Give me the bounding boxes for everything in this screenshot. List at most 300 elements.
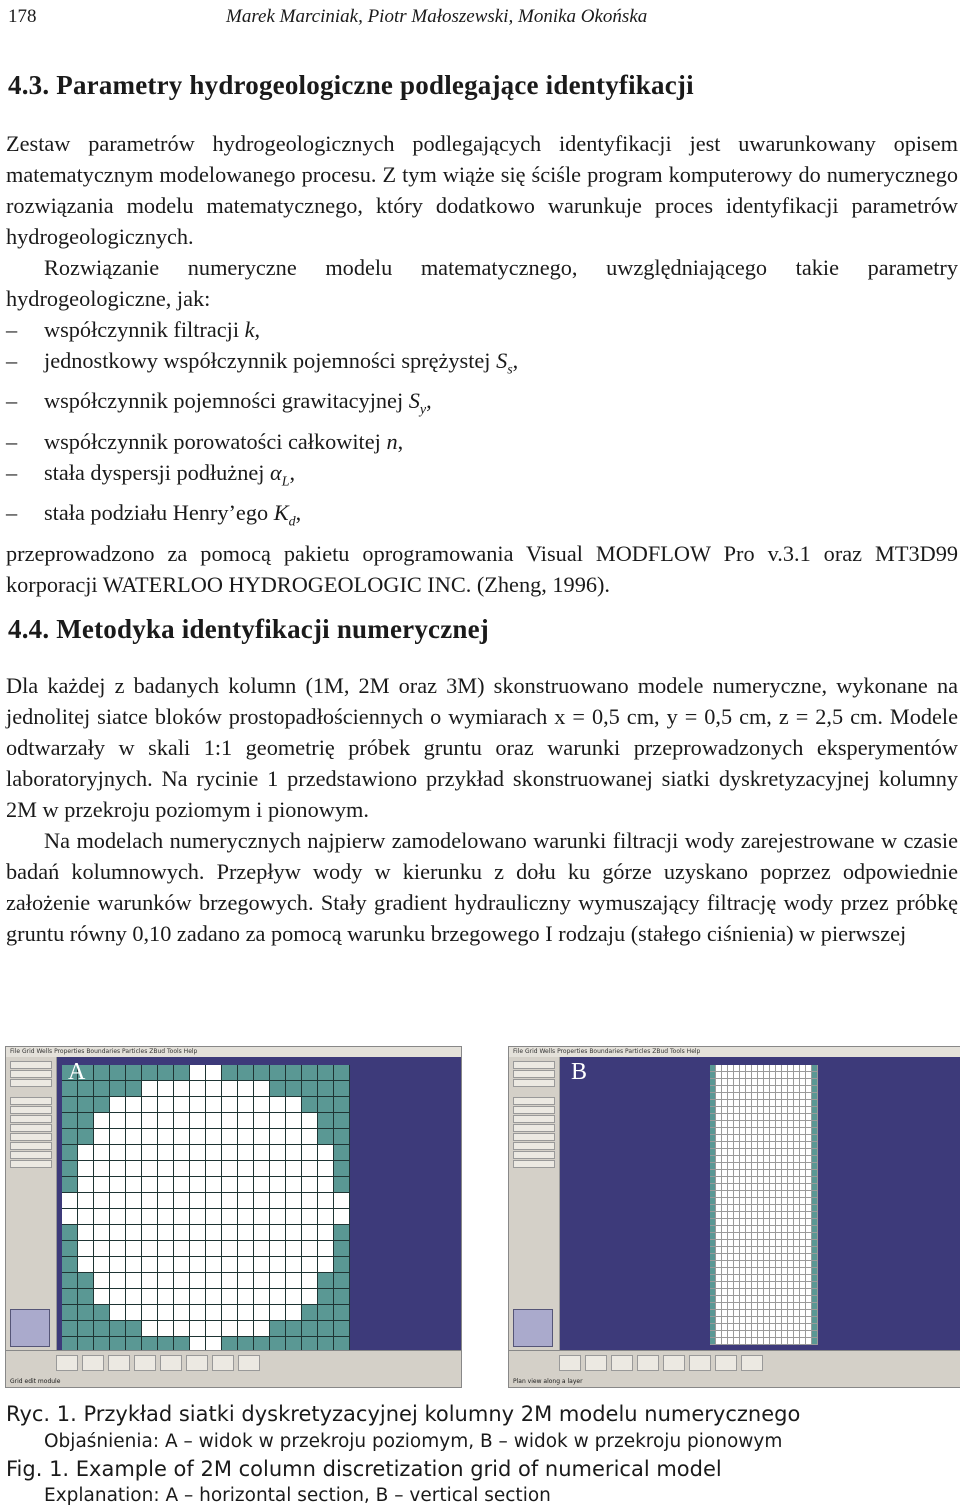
grid-cell xyxy=(62,1225,78,1241)
grid-cell xyxy=(126,1225,142,1241)
grid-cell xyxy=(812,1219,818,1226)
page-number: 178 xyxy=(8,6,37,27)
grid-cell xyxy=(110,1321,126,1337)
grid-cell xyxy=(222,1113,238,1129)
grid-cell xyxy=(94,1209,110,1225)
grid-cell xyxy=(254,1321,270,1337)
grid-cell xyxy=(158,1257,174,1273)
grid-cell xyxy=(174,1225,190,1241)
grid-cell xyxy=(78,1129,94,1145)
grid-cell xyxy=(238,1193,254,1209)
grid-cell xyxy=(238,1161,254,1177)
side-button xyxy=(513,1070,555,1078)
grid-cell xyxy=(318,1065,334,1081)
grid-cell xyxy=(238,1065,254,1081)
grid-cell xyxy=(238,1097,254,1113)
grid-cell xyxy=(302,1273,318,1289)
grid-cell xyxy=(142,1305,158,1321)
grid-cell xyxy=(78,1257,94,1273)
caption-en: Fig. 1. Example of 2M column discretization grid of numerical model xyxy=(6,1457,722,1481)
grid-cell xyxy=(158,1113,174,1129)
grid-cell xyxy=(318,1129,334,1145)
grid-cell xyxy=(812,1247,818,1254)
side-button xyxy=(10,1079,52,1087)
grid-cell xyxy=(110,1113,126,1129)
grid-cell xyxy=(286,1273,302,1289)
grid-cell xyxy=(812,1163,818,1170)
grid-cell xyxy=(206,1177,222,1193)
grid-cell xyxy=(302,1081,318,1097)
grid-cell xyxy=(270,1193,286,1209)
caption-pl-explanation: Objaśnienia: A – widok w przekroju poziomym, B – widok w przekroju pionowym xyxy=(44,1431,783,1452)
toolbar-button xyxy=(186,1355,208,1371)
grid-cell xyxy=(126,1193,142,1209)
grid-cell xyxy=(110,1177,126,1193)
caption-en-explanation: Explanation: A – horizontal section, B – vertical section xyxy=(44,1485,551,1506)
grid-cell xyxy=(174,1321,190,1337)
grid-cell xyxy=(222,1081,238,1097)
grid-plot-area xyxy=(560,1057,960,1351)
grid-cell xyxy=(812,1338,818,1345)
side-button xyxy=(10,1061,52,1069)
grid-cell xyxy=(190,1225,206,1241)
grid-cell xyxy=(126,1321,142,1337)
grid-cell xyxy=(812,1086,818,1093)
grid-cell xyxy=(94,1113,110,1129)
grid-cell xyxy=(206,1209,222,1225)
parameter-list-item: – jednostkowy współczynnik pojemności sprężystej $S_s$, xyxy=(6,345,958,385)
grid-cell xyxy=(302,1113,318,1129)
grid-cell xyxy=(334,1273,350,1289)
authors: Marek Marciniak, Piotr Małoszewski, Monika Okońska xyxy=(226,6,648,27)
grid-cell xyxy=(812,1142,818,1149)
side-button xyxy=(513,1142,555,1150)
grid-cell xyxy=(174,1273,190,1289)
parameter-list xyxy=(6,314,958,538)
grid-cell xyxy=(254,1225,270,1241)
grid-cell xyxy=(62,1161,78,1177)
grid-cell xyxy=(110,1145,126,1161)
grid-cell xyxy=(158,1065,174,1081)
discretization-grid-vertical xyxy=(710,1065,818,1345)
grid-cell xyxy=(94,1065,110,1081)
panel-label-b: B xyxy=(571,1059,588,1085)
grid-cell xyxy=(302,1321,318,1337)
grid-cell xyxy=(254,1129,270,1145)
grid-cell xyxy=(94,1241,110,1257)
grid-cell xyxy=(238,1209,254,1225)
panel-label-a: A xyxy=(68,1059,86,1085)
grid-cell xyxy=(94,1145,110,1161)
grid-cell xyxy=(110,1273,126,1289)
toolbar-button xyxy=(689,1355,711,1371)
grid-cell xyxy=(812,1121,818,1128)
grid-cell xyxy=(812,1296,818,1303)
grid-cell xyxy=(238,1145,254,1161)
grid-cell xyxy=(812,1191,818,1198)
grid-cell xyxy=(190,1145,206,1161)
grid-cell xyxy=(190,1209,206,1225)
grid-cell xyxy=(142,1273,158,1289)
grid-cell xyxy=(174,1241,190,1257)
paragraph: Dla każdej z badanych kolumn (1M, 2M oraz 3M) skonstruowano modele numeryczne, wykonane na jednolitej siatce bloków prostopadłościennych o wymiarach x = 0,5 cm, y = 0,5 cm, z = 2,5 cm. Modele odtwarzały w skali 1:1 geometrię próbek gruntu oraz warunki przeprowadzonych eksperymentów laboratoryjnych. Na rycinie 1 przedstawiono przykład skonstruowanej siatki dyskretyzacyjnej kolumny 2M w przekroju poziomym i pionowym. xyxy=(6,673,958,822)
side-panel xyxy=(509,1057,560,1367)
grid-cell xyxy=(142,1193,158,1209)
grid-cell xyxy=(190,1241,206,1257)
grid-cell xyxy=(94,1225,110,1241)
grid-cell xyxy=(254,1305,270,1321)
grid-cell xyxy=(110,1257,126,1273)
discretization-grid-horizontal xyxy=(62,1065,350,1353)
grid-cell xyxy=(238,1113,254,1129)
grid-cell xyxy=(190,1321,206,1337)
grid-cell xyxy=(334,1241,350,1257)
grid-cell xyxy=(78,1305,94,1321)
grid-cell xyxy=(254,1289,270,1305)
grid-cell xyxy=(142,1145,158,1161)
grid-cell xyxy=(812,1233,818,1240)
side-button xyxy=(513,1097,555,1105)
section-4-3-body xyxy=(6,128,958,600)
grid-cell xyxy=(334,1225,350,1241)
grid-cell xyxy=(142,1161,158,1177)
grid-cell xyxy=(270,1209,286,1225)
grid-cell xyxy=(302,1225,318,1241)
side-button xyxy=(10,1070,52,1078)
grid-cell xyxy=(190,1161,206,1177)
grid-cell xyxy=(190,1257,206,1273)
side-button xyxy=(513,1079,555,1087)
grid-cell xyxy=(174,1305,190,1321)
grid-cell xyxy=(222,1241,238,1257)
grid-cell xyxy=(110,1241,126,1257)
grid-cell xyxy=(286,1305,302,1321)
grid-cell xyxy=(158,1081,174,1097)
side-button xyxy=(10,1106,52,1114)
grid-cell xyxy=(318,1097,334,1113)
grid-cell xyxy=(126,1177,142,1193)
grid-cell xyxy=(254,1065,270,1081)
grid-cell xyxy=(142,1065,158,1081)
grid-cell xyxy=(158,1097,174,1113)
grid-cell xyxy=(78,1145,94,1161)
toolbar-button xyxy=(82,1355,104,1371)
grid-cell xyxy=(190,1097,206,1113)
grid-cell xyxy=(206,1161,222,1177)
grid-cell xyxy=(286,1129,302,1145)
grid-cell xyxy=(318,1241,334,1257)
grid-cell xyxy=(254,1161,270,1177)
side-button xyxy=(513,1151,555,1159)
grid-cell xyxy=(62,1321,78,1337)
grid-cell xyxy=(94,1321,110,1337)
grid-cell xyxy=(158,1209,174,1225)
grid-cell xyxy=(222,1305,238,1321)
grid-cell xyxy=(254,1193,270,1209)
grid-cell xyxy=(126,1065,142,1081)
grid-cell xyxy=(206,1225,222,1241)
grid-cell xyxy=(174,1161,190,1177)
grid-cell xyxy=(334,1193,350,1209)
toolbar-button xyxy=(585,1355,607,1371)
grid-cell xyxy=(318,1113,334,1129)
grid-cell xyxy=(334,1257,350,1273)
grid-cell xyxy=(126,1289,142,1305)
grid-cell xyxy=(78,1209,94,1225)
grid-cell xyxy=(812,1317,818,1324)
grid-cell xyxy=(812,1100,818,1107)
grid-cell xyxy=(222,1273,238,1289)
grid-cell xyxy=(62,1193,78,1209)
grid-cell xyxy=(222,1129,238,1145)
grid-cell xyxy=(222,1257,238,1273)
grid-cell xyxy=(318,1145,334,1161)
section-4-4-body xyxy=(6,670,958,949)
grid-cell xyxy=(812,1072,818,1079)
side-button xyxy=(10,1133,52,1141)
paragraph: Rozwiązanie numeryczne modelu matematycznego, uwzględniającego takie parametry hydrogeologiczne, jak: xyxy=(6,255,958,311)
grid-cell xyxy=(302,1305,318,1321)
grid-cell xyxy=(254,1097,270,1113)
grid-cell xyxy=(206,1145,222,1161)
grid-cell xyxy=(190,1193,206,1209)
grid-cell xyxy=(286,1065,302,1081)
side-button xyxy=(10,1115,52,1123)
grid-cell xyxy=(158,1273,174,1289)
grid-cell xyxy=(254,1209,270,1225)
grid-cell xyxy=(286,1193,302,1209)
grid-cell xyxy=(110,1209,126,1225)
parameter-list-item: – stała podziału Henry’ego $K_d$, xyxy=(6,497,958,537)
grid-cell xyxy=(812,1107,818,1114)
grid-cell xyxy=(286,1225,302,1241)
side-button xyxy=(513,1115,555,1123)
grid-cell xyxy=(812,1240,818,1247)
grid-cell xyxy=(254,1257,270,1273)
toolbar-button xyxy=(56,1355,78,1371)
grid-cell xyxy=(126,1097,142,1113)
section-heading-4-3: 4.3. Parametry hydrogeologiczne podlegające identyfikacji xyxy=(8,70,694,100)
grid-cell xyxy=(334,1209,350,1225)
figure-panel-b xyxy=(508,1046,960,1388)
grid-cell xyxy=(812,1205,818,1212)
grid-cell xyxy=(110,1161,126,1177)
grid-cell xyxy=(206,1241,222,1257)
grid-cell xyxy=(812,1149,818,1156)
grid-cell xyxy=(812,1254,818,1261)
grid-cell xyxy=(94,1257,110,1273)
figure-panel-a xyxy=(5,1046,462,1388)
menu-bar: File Grid Wells Properties Boundaries Particles ZBud Tools Help xyxy=(6,1047,461,1057)
grid-cell xyxy=(158,1177,174,1193)
grid-cell xyxy=(254,1113,270,1129)
grid-cell xyxy=(270,1225,286,1241)
cube-icon xyxy=(10,1309,50,1347)
caption-pl: Ryc. 1. Przykład siatki dyskretyzacyjnej kolumny 2M modelu numerycznego xyxy=(6,1402,801,1426)
grid-cell xyxy=(142,1113,158,1129)
grid-cell xyxy=(126,1209,142,1225)
grid-cell xyxy=(158,1305,174,1321)
side-button xyxy=(10,1142,52,1150)
grid-cell xyxy=(206,1305,222,1321)
status-bar xyxy=(6,1350,461,1387)
grid-cell xyxy=(174,1289,190,1305)
grid-cell xyxy=(302,1097,318,1113)
grid-cell xyxy=(78,1289,94,1305)
grid-cell xyxy=(174,1129,190,1145)
grid-cell xyxy=(812,1212,818,1219)
side-button xyxy=(10,1151,52,1159)
grid-cell xyxy=(222,1209,238,1225)
grid-cell xyxy=(62,1209,78,1225)
grid-cell xyxy=(286,1145,302,1161)
toolbar-button xyxy=(637,1355,659,1371)
grid-cell xyxy=(318,1305,334,1321)
grid-cell xyxy=(302,1257,318,1273)
grid-cell xyxy=(174,1209,190,1225)
grid-cell xyxy=(206,1081,222,1097)
toolbar-button xyxy=(134,1355,156,1371)
grid-cell xyxy=(238,1273,254,1289)
grid-cell xyxy=(142,1225,158,1241)
section-heading-4-4: 4.4. Metodyka identyfikacji numerycznej xyxy=(8,614,489,644)
grid-cell xyxy=(78,1273,94,1289)
grid-cell xyxy=(334,1177,350,1193)
grid-cell xyxy=(126,1257,142,1273)
grid-cell xyxy=(190,1289,206,1305)
grid-cell xyxy=(206,1321,222,1337)
grid-cell xyxy=(174,1193,190,1209)
grid-cell xyxy=(238,1177,254,1193)
grid-cell xyxy=(110,1305,126,1321)
grid-cell xyxy=(62,1145,78,1161)
grid-cell xyxy=(238,1305,254,1321)
grid-cell xyxy=(62,1305,78,1321)
toolbar-button xyxy=(611,1355,633,1371)
grid-cell xyxy=(318,1177,334,1193)
grid-cell xyxy=(222,1289,238,1305)
grid-cell xyxy=(206,1193,222,1209)
grid-cell xyxy=(302,1145,318,1161)
grid-cell xyxy=(318,1273,334,1289)
grid-cell xyxy=(812,1170,818,1177)
side-button xyxy=(513,1133,555,1141)
grid-cell xyxy=(94,1129,110,1145)
grid-cell xyxy=(812,1135,818,1142)
grid-cell xyxy=(812,1282,818,1289)
grid-cell xyxy=(270,1273,286,1289)
grid-plot-area xyxy=(57,1057,461,1351)
grid-cell xyxy=(190,1065,206,1081)
side-button xyxy=(10,1160,52,1168)
grid-cell xyxy=(334,1305,350,1321)
grid-cell xyxy=(94,1273,110,1289)
grid-cell xyxy=(62,1177,78,1193)
grid-cell xyxy=(812,1275,818,1282)
grid-cell xyxy=(222,1193,238,1209)
grid-cell xyxy=(206,1065,222,1081)
grid-cell xyxy=(222,1161,238,1177)
grid-cell xyxy=(334,1161,350,1177)
grid-cell xyxy=(238,1257,254,1273)
grid-cell xyxy=(286,1321,302,1337)
grid-cell xyxy=(206,1273,222,1289)
toolbar-button xyxy=(559,1355,581,1371)
grid-cell xyxy=(206,1097,222,1113)
side-button xyxy=(513,1106,555,1114)
grid-cell xyxy=(158,1321,174,1337)
grid-cell xyxy=(158,1161,174,1177)
grid-cell xyxy=(302,1289,318,1305)
grid-cell xyxy=(94,1305,110,1321)
grid-cell xyxy=(270,1241,286,1257)
grid-cell xyxy=(78,1113,94,1129)
grid-cell xyxy=(302,1193,318,1209)
grid-cell xyxy=(222,1145,238,1161)
grid-cell xyxy=(94,1289,110,1305)
side-panel xyxy=(6,1057,57,1367)
grid-cell xyxy=(126,1129,142,1145)
grid-cell xyxy=(286,1161,302,1177)
grid-cell xyxy=(78,1193,94,1209)
grid-cell xyxy=(94,1081,110,1097)
grid-cell xyxy=(318,1209,334,1225)
grid-cell xyxy=(286,1113,302,1129)
grid-cell xyxy=(270,1161,286,1177)
grid-cell xyxy=(206,1113,222,1129)
grid-cell xyxy=(270,1065,286,1081)
toolbar-button xyxy=(108,1355,130,1371)
grid-cell xyxy=(334,1113,350,1129)
grid-cell xyxy=(238,1241,254,1257)
grid-cell xyxy=(812,1156,818,1163)
grid-cell xyxy=(110,1129,126,1145)
grid-cell xyxy=(286,1081,302,1097)
grid-cell xyxy=(270,1129,286,1145)
grid-cell xyxy=(238,1081,254,1097)
grid-cell xyxy=(812,1268,818,1275)
toolbar-button xyxy=(160,1355,182,1371)
grid-cell xyxy=(812,1093,818,1100)
grid-cell xyxy=(238,1129,254,1145)
grid-cell xyxy=(126,1161,142,1177)
grid-cell xyxy=(78,1177,94,1193)
grid-cell xyxy=(302,1209,318,1225)
grid-cell xyxy=(318,1257,334,1273)
grid-cell xyxy=(222,1177,238,1193)
grid-cell xyxy=(62,1113,78,1129)
grid-cell xyxy=(302,1065,318,1081)
grid-cell xyxy=(142,1241,158,1257)
grid-cell xyxy=(318,1289,334,1305)
grid-cell xyxy=(142,1257,158,1273)
grid-cell xyxy=(318,1193,334,1209)
parameter-list-item: – współczynnik pojemności grawitacyjnej $S_y$, xyxy=(6,385,958,425)
grid-cell xyxy=(270,1305,286,1321)
grid-cell xyxy=(174,1177,190,1193)
grid-cell xyxy=(78,1097,94,1113)
grid-cell xyxy=(238,1289,254,1305)
grid-cell xyxy=(254,1177,270,1193)
grid-cell xyxy=(174,1257,190,1273)
grid-cell xyxy=(126,1145,142,1161)
grid-cell xyxy=(286,1289,302,1305)
grid-cell xyxy=(270,1321,286,1337)
grid-cell xyxy=(270,1145,286,1161)
side-button xyxy=(513,1160,555,1168)
grid-cell xyxy=(158,1225,174,1241)
side-button xyxy=(10,1097,52,1105)
